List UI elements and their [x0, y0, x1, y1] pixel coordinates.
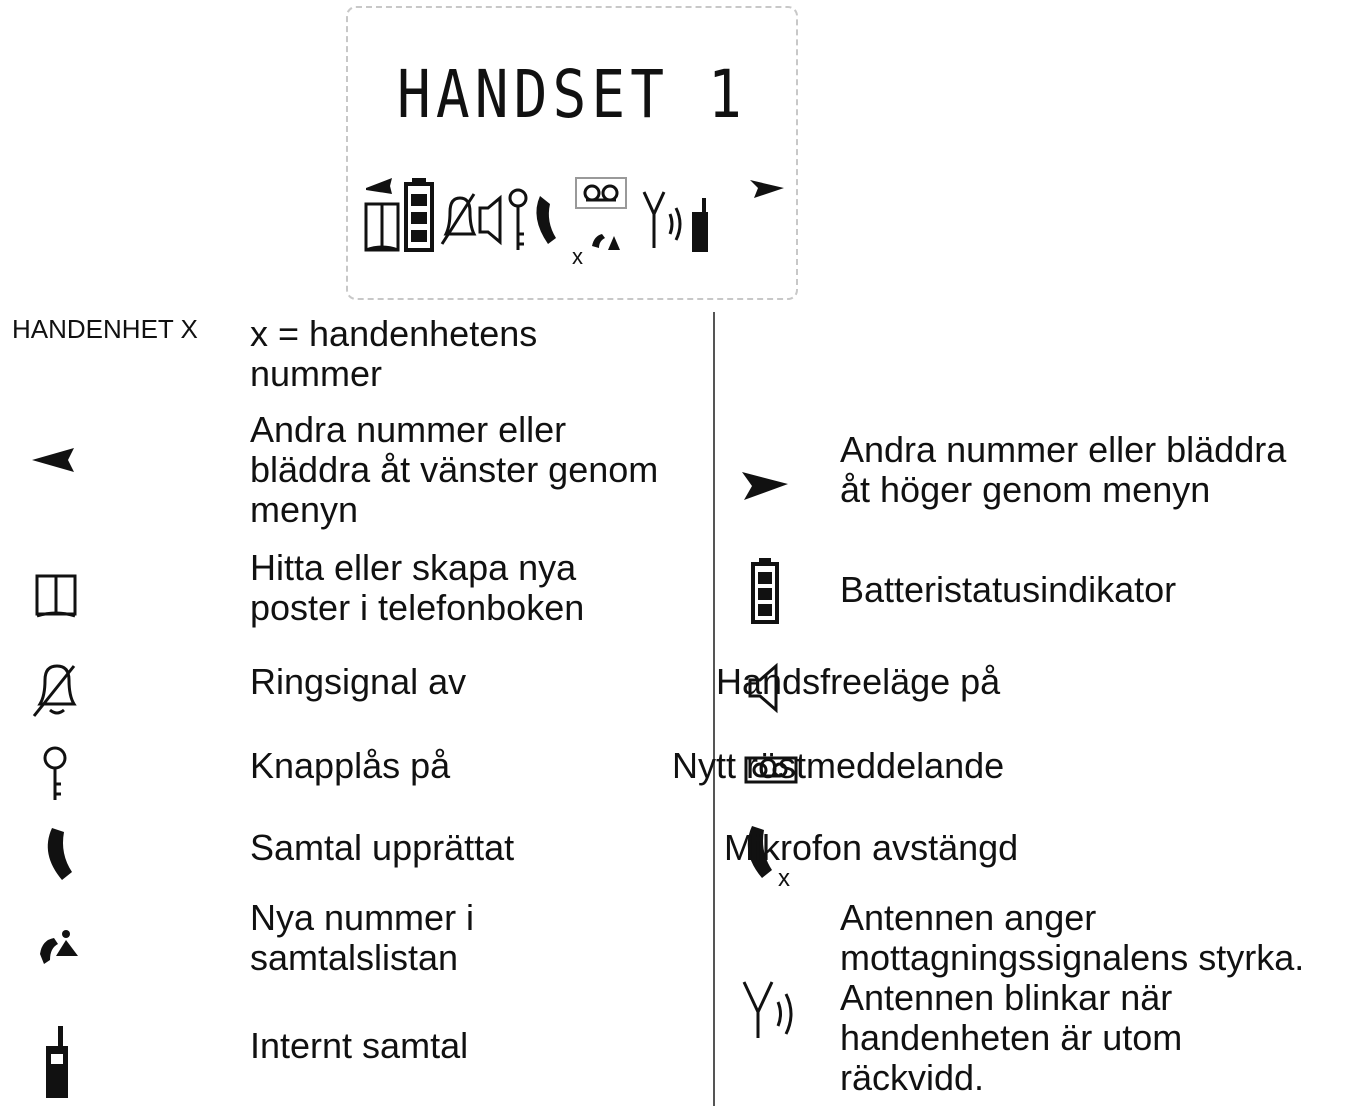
arrow-left-icon — [30, 446, 78, 476]
arrow-left-icon — [366, 178, 392, 194]
left-item-arrow-left: Andra nummer eller bläddra åt vänster genom menyn — [250, 409, 659, 530]
phonebook-icon — [366, 204, 398, 250]
header-label: HANDENHET X — [12, 314, 198, 344]
left-item-phonebook: Hitta eller skapa nya poster i telefonboken — [250, 547, 585, 628]
new-calls-icon — [36, 926, 82, 974]
intercom-icon — [692, 198, 708, 252]
battery-icon — [750, 556, 780, 624]
right-item-mic-off: Mikrofon avstängd — [724, 827, 1019, 868]
speaker-icon — [480, 198, 500, 242]
arrow-right-icon — [750, 180, 784, 198]
key-lock-icon — [40, 744, 70, 804]
phonebook-icon — [34, 572, 78, 620]
header-description: x = handenhetens nummer — [250, 313, 538, 394]
left-item-call-active: Samtal upprättat — [250, 827, 515, 868]
right-item-antenna: Antennen anger mottagningssignalens styrka. Antennen blinkar när handenheten är utom räckvidd. — [840, 897, 1305, 1098]
call-active-icon — [42, 824, 76, 884]
antenna-icon — [740, 978, 800, 1040]
battery-icon — [406, 178, 432, 250]
intercom-icon — [44, 1024, 72, 1100]
left-item-ringer-off: Ringsignal av — [250, 661, 467, 702]
column-divider — [713, 312, 715, 1106]
right-item-voicemail: Nytt röstmeddelande — [672, 745, 1005, 786]
voicemail-icon — [576, 178, 626, 208]
svg-text:x: x — [778, 865, 790, 892]
right-item-arrow-right: Andra nummer eller bläddra åt höger genom menyn — [840, 429, 1287, 510]
new-calls-icon — [592, 234, 620, 250]
call-active-icon — [536, 196, 556, 244]
antenna-icon — [644, 192, 680, 248]
left-item-new-calls: Nya nummer i samtalslistan — [250, 897, 475, 978]
svg-text:x: x — [572, 244, 583, 266]
ringer-off-icon — [442, 194, 474, 244]
display-text: HANDSET 1 — [397, 56, 747, 133]
left-item-key-lock: Knapplås på — [250, 745, 451, 786]
mic-off-icon — [572, 244, 583, 266]
handset-display — [346, 6, 798, 300]
ringer-off-icon — [30, 660, 80, 718]
right-item-speaker: Handsfreeläge på — [716, 661, 1001, 702]
left-item-intercom: Internt samtal — [250, 1025, 469, 1066]
arrow-right-icon — [740, 470, 792, 502]
right-item-battery: Batteristatusindikator — [840, 569, 1177, 610]
display-icon-row — [362, 174, 788, 266]
key-lock-icon — [510, 190, 526, 250]
